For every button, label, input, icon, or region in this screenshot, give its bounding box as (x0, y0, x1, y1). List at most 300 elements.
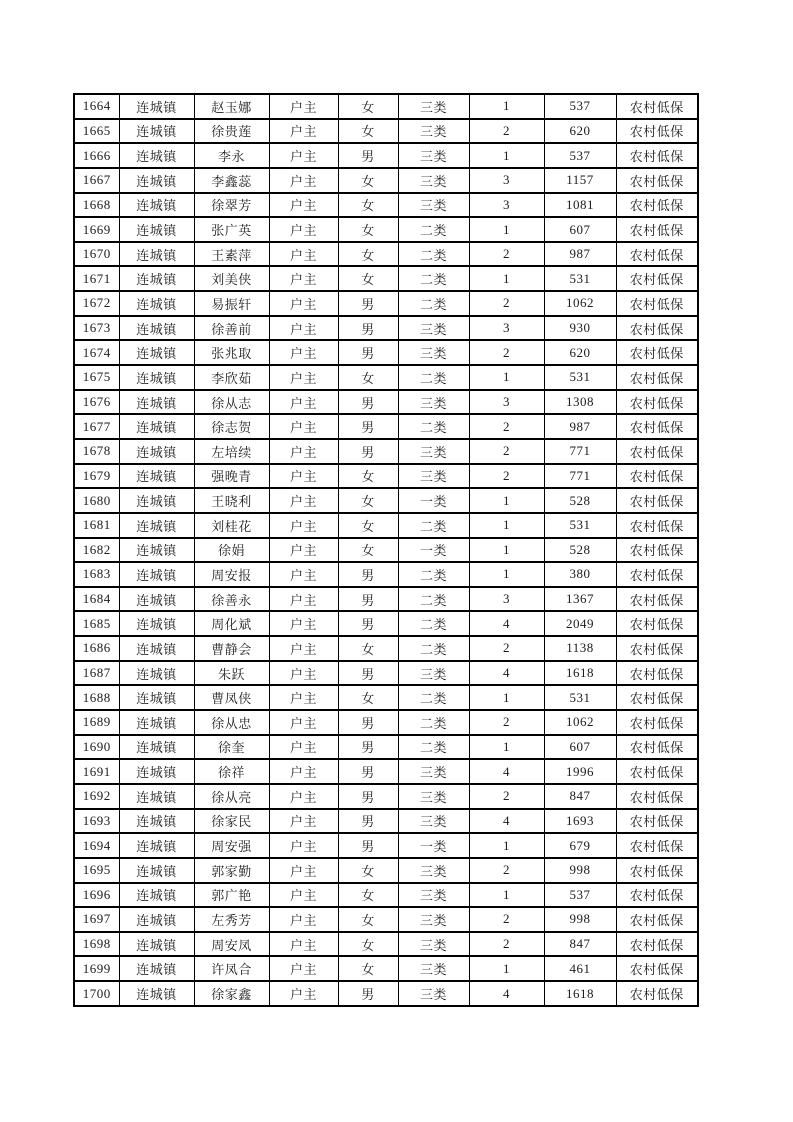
cell-town: 连城镇 (119, 735, 194, 760)
table-body (74, 94, 698, 1006)
cell-category: 二类 (398, 735, 469, 760)
table-row (74, 119, 698, 144)
cell-relation: 户主 (269, 538, 338, 563)
cell-assistance-type: 农村低保 (616, 365, 698, 390)
cell-gender: 男 (338, 661, 398, 686)
cell-name: 刘桂花 (194, 513, 269, 538)
cell-seq: 1665 (74, 119, 119, 144)
cell-household-size: 2 (469, 784, 544, 809)
cell-category: 二类 (398, 562, 469, 587)
cell-assistance-type: 农村低保 (616, 217, 698, 242)
cell-relation: 户主 (269, 464, 338, 489)
cell-household-size: 2 (469, 907, 544, 932)
cell-name: 易振轩 (194, 291, 269, 316)
cell-relation: 户主 (269, 809, 338, 834)
cell-assistance-type: 农村低保 (616, 316, 698, 341)
cell-town: 连城镇 (119, 759, 194, 784)
cell-gender: 女 (338, 907, 398, 932)
cell-category: 三类 (398, 759, 469, 784)
cell-gender: 男 (338, 562, 398, 587)
cell-gender: 女 (338, 858, 398, 883)
table-row (74, 340, 698, 365)
cell-amount: 537 (544, 143, 616, 168)
cell-assistance-type: 农村低保 (616, 266, 698, 291)
cell-assistance-type: 农村低保 (616, 636, 698, 661)
cell-category: 三类 (398, 94, 469, 119)
cell-household-size: 1 (469, 956, 544, 981)
cell-amount: 998 (544, 907, 616, 932)
cell-category: 二类 (398, 636, 469, 661)
cell-name: 徐志贺 (194, 414, 269, 439)
cell-category: 三类 (398, 784, 469, 809)
table-row (74, 907, 698, 932)
cell-town: 连城镇 (119, 710, 194, 735)
cell-name: 左培续 (194, 439, 269, 464)
cell-seq: 1685 (74, 611, 119, 636)
cell-town: 连城镇 (119, 685, 194, 710)
cell-amount: 1367 (544, 587, 616, 612)
cell-gender: 女 (338, 242, 398, 267)
cell-town: 连城镇 (119, 636, 194, 661)
table-row (74, 759, 698, 784)
cell-town: 连城镇 (119, 365, 194, 390)
cell-name: 徐娟 (194, 538, 269, 563)
cell-household-size: 1 (469, 735, 544, 760)
cell-household-size: 1 (469, 94, 544, 119)
cell-seq: 1689 (74, 710, 119, 735)
table-row (74, 193, 698, 218)
table-row (74, 513, 698, 538)
cell-amount: 528 (544, 488, 616, 513)
cell-relation: 户主 (269, 833, 338, 858)
cell-name: 周化斌 (194, 611, 269, 636)
cell-town: 连城镇 (119, 488, 194, 513)
cell-name: 郭家勤 (194, 858, 269, 883)
cell-household-size: 1 (469, 685, 544, 710)
table-row (74, 168, 698, 193)
cell-household-size: 2 (469, 710, 544, 735)
cell-town: 连城镇 (119, 94, 194, 119)
cell-name: 郭广艳 (194, 883, 269, 908)
cell-name: 周安凤 (194, 932, 269, 957)
cell-amount: 1693 (544, 809, 616, 834)
cell-household-size: 1 (469, 488, 544, 513)
cell-category: 三类 (398, 439, 469, 464)
cell-gender: 男 (338, 611, 398, 636)
cell-town: 连城镇 (119, 464, 194, 489)
table-row (74, 685, 698, 710)
cell-gender: 男 (338, 340, 398, 365)
cell-relation: 户主 (269, 883, 338, 908)
cell-assistance-type: 农村低保 (616, 193, 698, 218)
cell-assistance-type: 农村低保 (616, 710, 698, 735)
cell-amount: 679 (544, 833, 616, 858)
cell-town: 连城镇 (119, 956, 194, 981)
cell-amount: 531 (544, 513, 616, 538)
cell-seq: 1669 (74, 217, 119, 242)
cell-name: 徐善前 (194, 316, 269, 341)
cell-amount: 987 (544, 414, 616, 439)
cell-gender: 男 (338, 143, 398, 168)
cell-seq: 1688 (74, 685, 119, 710)
cell-assistance-type: 农村低保 (616, 759, 698, 784)
cell-relation: 户主 (269, 562, 338, 587)
cell-relation: 户主 (269, 119, 338, 144)
cell-gender: 男 (338, 316, 398, 341)
cell-seq: 1678 (74, 439, 119, 464)
cell-seq: 1680 (74, 488, 119, 513)
cell-relation: 户主 (269, 611, 338, 636)
cell-category: 一类 (398, 488, 469, 513)
cell-seq: 1682 (74, 538, 119, 563)
cell-household-size: 2 (469, 932, 544, 957)
cell-seq: 1674 (74, 340, 119, 365)
table-row (74, 562, 698, 587)
cell-town: 连城镇 (119, 883, 194, 908)
cell-amount: 847 (544, 784, 616, 809)
cell-relation: 户主 (269, 340, 338, 365)
cell-amount: 1618 (544, 661, 616, 686)
cell-town: 连城镇 (119, 439, 194, 464)
cell-household-size: 1 (469, 217, 544, 242)
cell-category: 三类 (398, 390, 469, 415)
table-row (74, 611, 698, 636)
cell-assistance-type: 农村低保 (616, 513, 698, 538)
cell-seq: 1668 (74, 193, 119, 218)
cell-seq: 1690 (74, 735, 119, 760)
cell-name: 徐从忠 (194, 710, 269, 735)
cell-seq: 1681 (74, 513, 119, 538)
cell-name: 曹凤侠 (194, 685, 269, 710)
cell-category: 三类 (398, 981, 469, 1006)
cell-gender: 男 (338, 735, 398, 760)
cell-amount: 847 (544, 932, 616, 957)
table-row (74, 414, 698, 439)
cell-household-size: 1 (469, 513, 544, 538)
cell-gender: 女 (338, 883, 398, 908)
table-row (74, 981, 698, 1006)
cell-name: 周安强 (194, 833, 269, 858)
cell-town: 连城镇 (119, 266, 194, 291)
table-row (74, 266, 698, 291)
cell-name: 曹静会 (194, 636, 269, 661)
table-row (74, 217, 698, 242)
cell-gender: 男 (338, 414, 398, 439)
cell-gender: 女 (338, 956, 398, 981)
cell-name: 徐贵莲 (194, 119, 269, 144)
cell-name: 许凤合 (194, 956, 269, 981)
cell-town: 连城镇 (119, 168, 194, 193)
table-row (74, 858, 698, 883)
cell-seq: 1677 (74, 414, 119, 439)
cell-household-size: 3 (469, 168, 544, 193)
cell-category: 三类 (398, 907, 469, 932)
cell-seq: 1696 (74, 883, 119, 908)
cell-category: 一类 (398, 833, 469, 858)
table-row (74, 538, 698, 563)
cell-name: 徐从亮 (194, 784, 269, 809)
cell-category: 三类 (398, 464, 469, 489)
cell-amount: 1996 (544, 759, 616, 784)
cell-category: 三类 (398, 956, 469, 981)
cell-gender: 女 (338, 365, 398, 390)
cell-town: 连城镇 (119, 809, 194, 834)
table-row (74, 883, 698, 908)
table-row (74, 932, 698, 957)
cell-assistance-type: 农村低保 (616, 143, 698, 168)
cell-category: 三类 (398, 316, 469, 341)
cell-town: 连城镇 (119, 833, 194, 858)
cell-seq: 1684 (74, 587, 119, 612)
cell-assistance-type: 农村低保 (616, 94, 698, 119)
cell-seq: 1672 (74, 291, 119, 316)
cell-category: 二类 (398, 513, 469, 538)
cell-name: 周安报 (194, 562, 269, 587)
cell-household-size: 4 (469, 809, 544, 834)
cell-name: 徐奎 (194, 735, 269, 760)
cell-assistance-type: 农村低保 (616, 562, 698, 587)
cell-name: 李欣茹 (194, 365, 269, 390)
cell-amount: 1062 (544, 291, 616, 316)
cell-household-size: 4 (469, 611, 544, 636)
cell-town: 连城镇 (119, 390, 194, 415)
cell-gender: 男 (338, 809, 398, 834)
cell-assistance-type: 农村低保 (616, 488, 698, 513)
cell-household-size: 1 (469, 833, 544, 858)
cell-assistance-type: 农村低保 (616, 956, 698, 981)
cell-gender: 男 (338, 759, 398, 784)
cell-gender: 男 (338, 587, 398, 612)
cell-household-size: 1 (469, 883, 544, 908)
cell-amount: 607 (544, 735, 616, 760)
cell-seq: 1693 (74, 809, 119, 834)
cell-household-size: 2 (469, 291, 544, 316)
cell-name: 赵玉娜 (194, 94, 269, 119)
cell-amount: 2049 (544, 611, 616, 636)
table-row (74, 833, 698, 858)
cell-town: 连城镇 (119, 193, 194, 218)
cell-relation: 户主 (269, 266, 338, 291)
cell-town: 连城镇 (119, 907, 194, 932)
cell-assistance-type: 农村低保 (616, 883, 698, 908)
cell-amount: 537 (544, 883, 616, 908)
cell-name: 朱跃 (194, 661, 269, 686)
cell-seq: 1671 (74, 266, 119, 291)
table-row (74, 464, 698, 489)
cell-category: 二类 (398, 710, 469, 735)
cell-household-size: 2 (469, 439, 544, 464)
cell-seq: 1692 (74, 784, 119, 809)
cell-gender: 男 (338, 784, 398, 809)
cell-seq: 1683 (74, 562, 119, 587)
cell-household-size: 2 (469, 858, 544, 883)
cell-gender: 男 (338, 833, 398, 858)
cell-amount: 537 (544, 94, 616, 119)
cell-name: 张兆取 (194, 340, 269, 365)
cell-relation: 户主 (269, 439, 338, 464)
cell-category: 三类 (398, 858, 469, 883)
cell-amount: 607 (544, 217, 616, 242)
cell-gender: 男 (338, 291, 398, 316)
cell-relation: 户主 (269, 242, 338, 267)
cell-name: 王晓利 (194, 488, 269, 513)
cell-assistance-type: 农村低保 (616, 809, 698, 834)
cell-household-size: 2 (469, 119, 544, 144)
cell-seq: 1694 (74, 833, 119, 858)
cell-relation: 户主 (269, 143, 338, 168)
cell-relation: 户主 (269, 414, 338, 439)
cell-seq: 1686 (74, 636, 119, 661)
cell-amount: 1081 (544, 193, 616, 218)
cell-seq: 1687 (74, 661, 119, 686)
cell-seq: 1695 (74, 858, 119, 883)
cell-assistance-type: 农村低保 (616, 685, 698, 710)
cell-assistance-type: 农村低保 (616, 538, 698, 563)
cell-seq: 1691 (74, 759, 119, 784)
cell-amount: 1062 (544, 710, 616, 735)
cell-relation: 户主 (269, 956, 338, 981)
cell-household-size: 2 (469, 636, 544, 661)
cell-category: 三类 (398, 168, 469, 193)
cell-amount: 620 (544, 119, 616, 144)
cell-household-size: 3 (469, 390, 544, 415)
cell-household-size: 1 (469, 143, 544, 168)
cell-town: 连城镇 (119, 340, 194, 365)
cell-amount: 930 (544, 316, 616, 341)
cell-name: 李鑫蕊 (194, 168, 269, 193)
cell-amount: 1618 (544, 981, 616, 1006)
cell-relation: 户主 (269, 981, 338, 1006)
cell-amount: 531 (544, 365, 616, 390)
cell-name: 徐翠芳 (194, 193, 269, 218)
table-row (74, 242, 698, 267)
cell-assistance-type: 农村低保 (616, 168, 698, 193)
cell-category: 三类 (398, 809, 469, 834)
cell-name: 刘美侠 (194, 266, 269, 291)
cell-gender: 男 (338, 710, 398, 735)
cell-town: 连城镇 (119, 538, 194, 563)
cell-amount: 1308 (544, 390, 616, 415)
cell-relation: 户主 (269, 168, 338, 193)
cell-assistance-type: 农村低保 (616, 611, 698, 636)
cell-seq: 1675 (74, 365, 119, 390)
cell-name: 左秀芳 (194, 907, 269, 932)
cell-household-size: 2 (469, 414, 544, 439)
cell-amount: 1157 (544, 168, 616, 193)
cell-household-size: 2 (469, 242, 544, 267)
cell-town: 连城镇 (119, 981, 194, 1006)
cell-amount: 620 (544, 340, 616, 365)
cell-seq: 1679 (74, 464, 119, 489)
cell-household-size: 3 (469, 587, 544, 612)
cell-town: 连城镇 (119, 611, 194, 636)
cell-town: 连城镇 (119, 119, 194, 144)
cell-relation: 户主 (269, 365, 338, 390)
cell-relation: 户主 (269, 735, 338, 760)
cell-household-size: 4 (469, 759, 544, 784)
cell-gender: 女 (338, 193, 398, 218)
cell-category: 三类 (398, 119, 469, 144)
cell-gender: 男 (338, 981, 398, 1006)
cell-name: 徐家鑫 (194, 981, 269, 1006)
cell-category: 三类 (398, 340, 469, 365)
cell-relation: 户主 (269, 759, 338, 784)
cell-gender: 女 (338, 217, 398, 242)
cell-name: 徐善永 (194, 587, 269, 612)
cell-gender: 女 (338, 94, 398, 119)
cell-assistance-type: 农村低保 (616, 858, 698, 883)
cell-assistance-type: 农村低保 (616, 242, 698, 267)
cell-category: 二类 (398, 291, 469, 316)
cell-seq: 1673 (74, 316, 119, 341)
cell-assistance-type: 农村低保 (616, 907, 698, 932)
cell-assistance-type: 农村低保 (616, 464, 698, 489)
cell-gender: 女 (338, 636, 398, 661)
cell-name: 徐家民 (194, 809, 269, 834)
cell-assistance-type: 农村低保 (616, 833, 698, 858)
cell-town: 连城镇 (119, 316, 194, 341)
cell-relation: 户主 (269, 858, 338, 883)
cell-amount: 528 (544, 538, 616, 563)
cell-category: 二类 (398, 685, 469, 710)
table-row (74, 439, 698, 464)
cell-assistance-type: 农村低保 (616, 439, 698, 464)
cell-relation: 户主 (269, 587, 338, 612)
cell-assistance-type: 农村低保 (616, 932, 698, 957)
cell-assistance-type: 农村低保 (616, 291, 698, 316)
cell-assistance-type: 农村低保 (616, 119, 698, 144)
cell-assistance-type: 农村低保 (616, 340, 698, 365)
cell-gender: 女 (338, 513, 398, 538)
table-row (74, 94, 698, 119)
cell-amount: 380 (544, 562, 616, 587)
cell-name: 王素萍 (194, 242, 269, 267)
cell-amount: 531 (544, 685, 616, 710)
cell-gender: 女 (338, 266, 398, 291)
cell-category: 二类 (398, 242, 469, 267)
cell-town: 连城镇 (119, 562, 194, 587)
cell-category: 三类 (398, 193, 469, 218)
beneficiary-table (73, 93, 699, 1007)
cell-category: 三类 (398, 883, 469, 908)
cell-gender: 女 (338, 464, 398, 489)
cell-seq: 1697 (74, 907, 119, 932)
cell-seq: 1670 (74, 242, 119, 267)
cell-town: 连城镇 (119, 217, 194, 242)
cell-assistance-type: 农村低保 (616, 661, 698, 686)
cell-gender: 女 (338, 932, 398, 957)
cell-seq: 1700 (74, 981, 119, 1006)
cell-category: 二类 (398, 365, 469, 390)
cell-relation: 户主 (269, 316, 338, 341)
cell-category: 一类 (398, 538, 469, 563)
cell-town: 连城镇 (119, 291, 194, 316)
cell-assistance-type: 农村低保 (616, 587, 698, 612)
cell-relation: 户主 (269, 636, 338, 661)
table-row (74, 809, 698, 834)
cell-household-size: 4 (469, 661, 544, 686)
cell-relation: 户主 (269, 661, 338, 686)
cell-relation: 户主 (269, 217, 338, 242)
cell-household-size: 1 (469, 365, 544, 390)
cell-category: 三类 (398, 661, 469, 686)
table-row (74, 365, 698, 390)
cell-assistance-type: 农村低保 (616, 414, 698, 439)
cell-relation: 户主 (269, 390, 338, 415)
table-row (74, 710, 698, 735)
cell-seq: 1666 (74, 143, 119, 168)
cell-name: 徐祥 (194, 759, 269, 784)
